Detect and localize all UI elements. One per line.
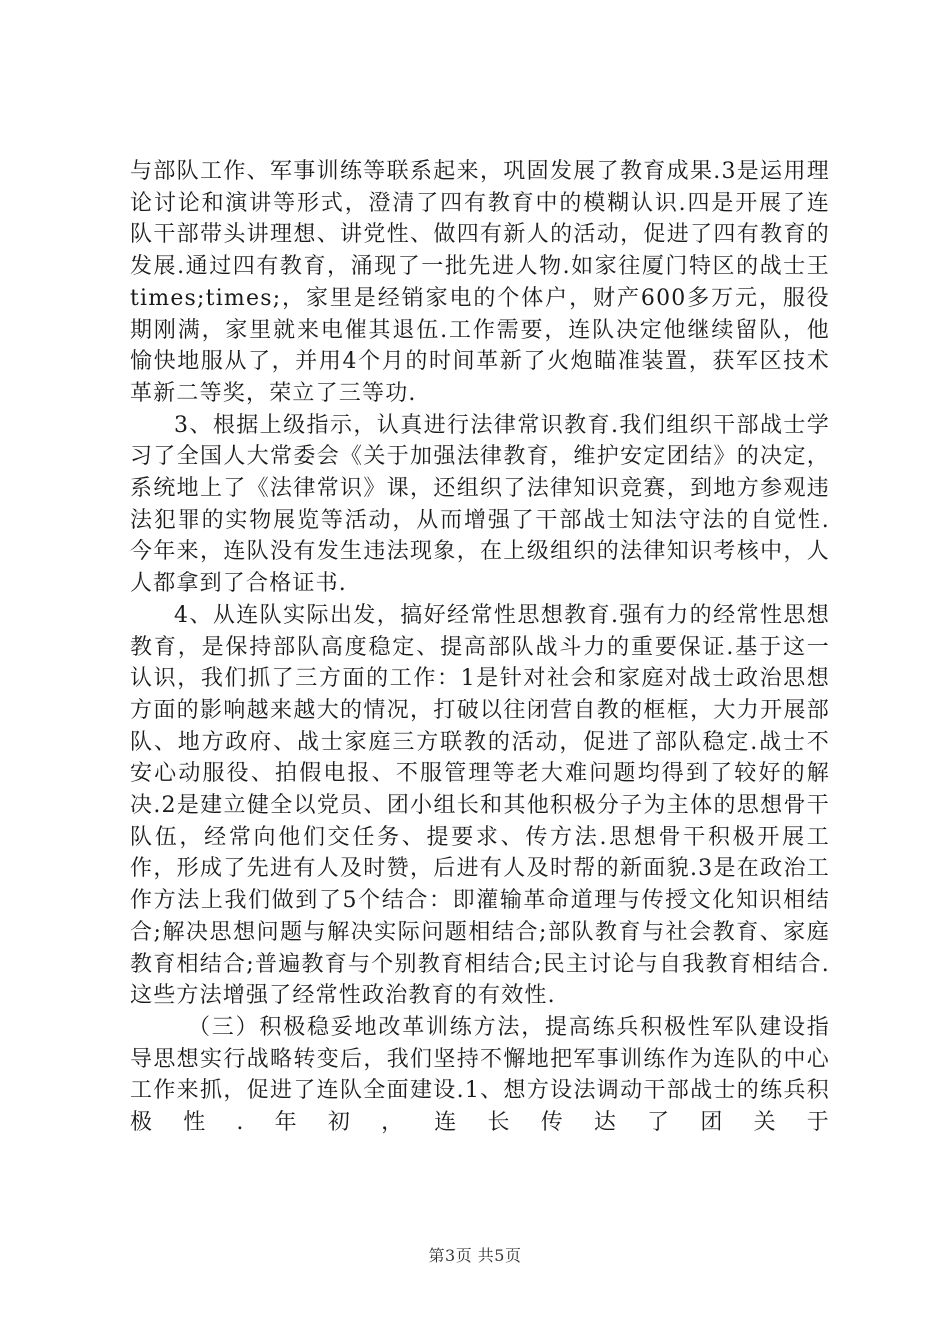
document-body: [130, 156, 830, 1139]
paragraph-continuation: 与部队工作、军事训练等联系起来，巩固发展了教育成果.3是运用理论讨论和演讲等形式，澄清了四有教育中的模糊认识.四是开展了连队干部带头讲理想、讲党性、做四有新人的活动，促进了四有教育的发展.通过四有教育，涌现了一批先进人物.如家往厦门特区的战士王times;times;，家里是经销家电的个体户，财产600多万元，服役期刚满，家里就来电催其退伍.工作需要，连队决定他继续留队，他愉快地服从了，并用4个月的时间革新了火炮瞄准装置，获军区技术革新二等奖，荣立了三等功.: [130, 159, 830, 406]
paragraph-training-reform: （三）积极稳妥地改革训练方法，提高练兵积极性军队建设指导思想实行战略转变后，我们坚持不懈地把军事训练作为连队的中心工作来抓，促进了连队全面建设.1、想方设法调动干部战士的练兵积极性.年初，连长传达了团关于: [130, 1014, 830, 1136]
page-number-footer: 第3页 共5页: [428, 1246, 522, 1265]
paragraph-ideological-education: 4、从连队实际出发，搞好经常性思想教育.强有力的经常性思想教育，是保持部队高度稳定、提高部队战斗力的重要保证.基于这一认识，我们抓了三方面的工作：1是针对社会和家庭对战士政治思想方面的影响越来越大的情况，打破以往闭营自教的框框，大力开展部队、地方政府、战士家庭三方联教的活动，促进了部队稳定.战士不安心动服役、拍假电报、不服管理等老大难问题均得到了较好的解决.2是建立健全以党员、团小组长和其他积极分子为主体的思想骨干队伍，经常向他们交任务、提要求、传方法.思想骨干积极开展工作，形成了先进有人及时赞，后进有人及时帮的新面貌.3是在政治工作方法上我们做到了5个结合：即灌输革命道理与传授文化知识相结合;解决思想问题与解决实际问题相结合;部队教育与社会教育、家庭教育相结合;普遍教育与个别教育相结合;民主讨论与自我教育相结合.这些方法增强了经常性政治教育的有效性.: [130, 602, 830, 1009]
paragraph-legal-education: 3、根据上级指示，认真进行法律常识教育.我们组织干部战士学习了全国人大常委会《关于加强法律教育，维护安定团结》的决定，系统地上了《法律常识》课，还组织了法律知识竞赛，到地方参观违法犯罪的实物展览等活动，从而增强了干部战士知法守法的自觉性.今年来，连队没有发生违法现象，在上级组织的法律知识考核中，人人都拿到了合格证书.: [130, 412, 830, 597]
